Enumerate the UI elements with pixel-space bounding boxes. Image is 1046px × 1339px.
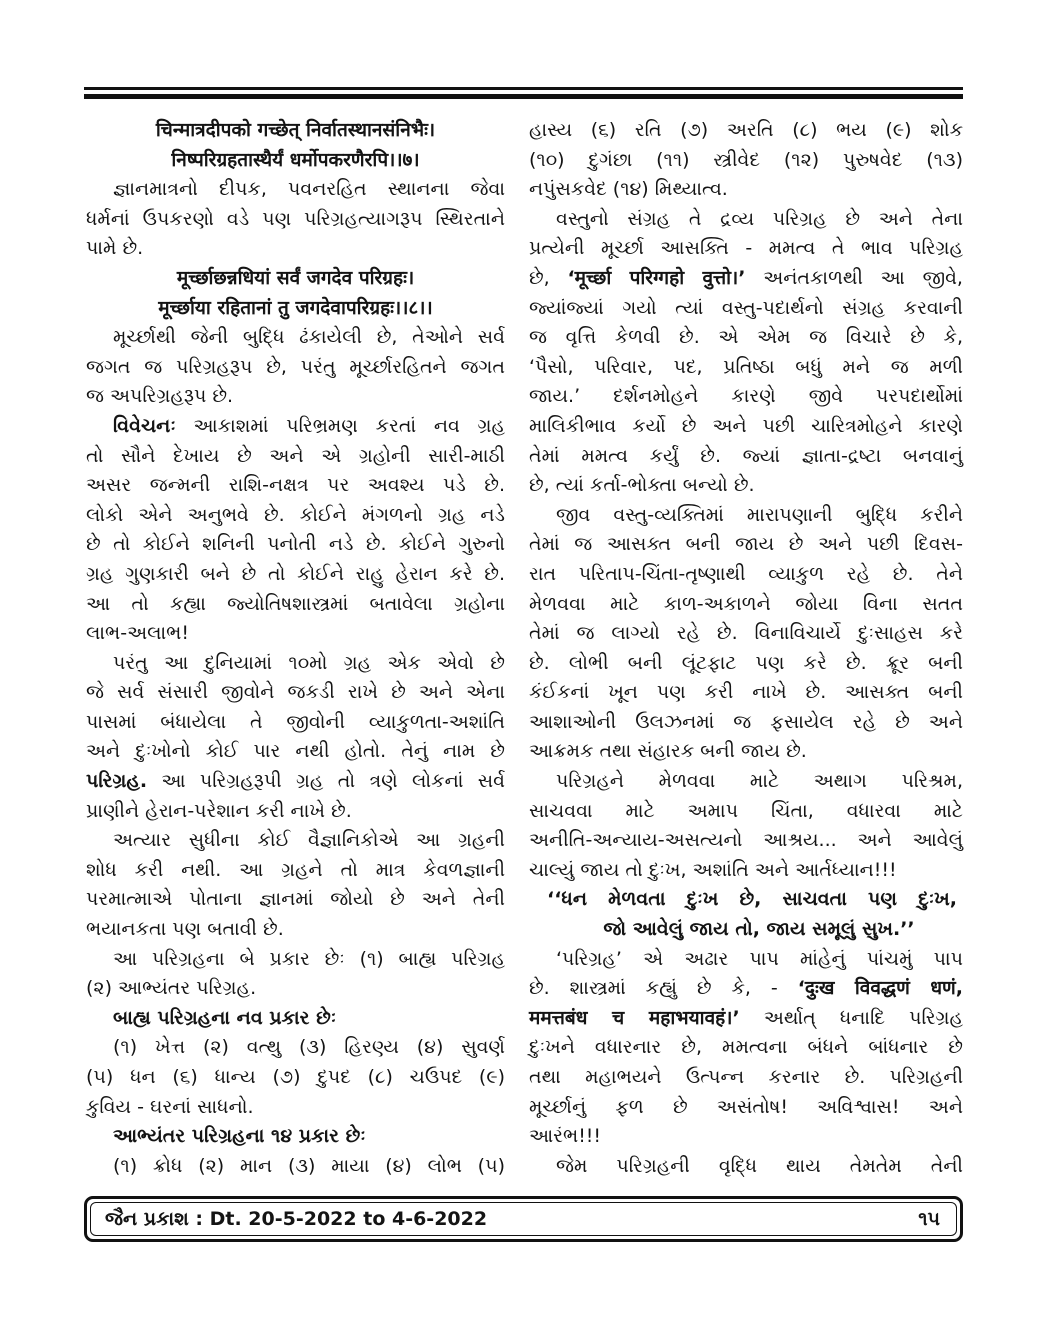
text-line: તો સૌને દેખાય છે અને એ ગ્રહોની સારી-માઠી [86, 444, 505, 467]
text-line: જગત જ પરિગ્રહરૂપ છે, પરંતુ મૂર્ચ્છારહિતને જગત [86, 355, 505, 378]
text-line: માલિકીભાવ કર્યો છે અને પછી ચારિત્રમોહને કારણે [529, 414, 963, 437]
text-line: આ તો કહ્યા જ્યોતિષશાસ્ત્રમાં બતાવેલા ગ્રહોના [86, 592, 505, 615]
text-line: મૂર્ચ્છાનું ફળ છે અસંતોષ! અવિશ્વાસ! અને [529, 1095, 963, 1118]
text-line: હાસ્ય (૬) રતિ (૭) અરતિ (૮) ભય (૯) શોક [529, 119, 963, 141]
right-column [529, 116, 963, 1181]
text-line: ધર્મનાં ઉપકરણો વડે પણ પરિગ્રહત્યાગરૂપ સ્થિરતાને [86, 207, 505, 230]
header-rule-thin [84, 87, 963, 90]
text-line: કંઈકનાં ખૂન પણ કરી નાખે છે. આસક્ત બની [529, 681, 963, 704]
text-line: પરમાત્માએ પોતાના જ્ઞાનમાં જોયો છે અને તેની [86, 888, 505, 911]
text-line: જે સર્વ સંસારી જીવોને જકડી રાખે છે અને એના [86, 681, 505, 704]
text-line: પામે છે. [86, 237, 144, 260]
text-line [529, 264, 963, 294]
vivechan-label: વિવેચનઃ [113, 414, 176, 437]
text-line: લાભ-અલાભ! [86, 622, 189, 645]
text-line: ચાલ્યું જાય તો દુઃખ, અશાંતિ અને આર્તધ્યાન!!! [529, 858, 897, 881]
section-heading: બાહ્ય પરિગ્રહના નવ પ્રકાર છેઃ [113, 1006, 337, 1029]
text-segment: છે. શાસ્ત્રમાં કહ્યું છે કે, - [529, 977, 798, 1000]
text-line: તથા મહાભયને ઉત્પન્ન કરનાર છે. પરિગ્રહની [529, 1066, 963, 1088]
text-line: આ પરિગ્રહના બે પ્રકાર છેઃ (૧) બાહ્ય પરિગ્રહ [113, 947, 505, 970]
text-line: ‘પરિગ્રહ’ એ અઢાર પાપ માંહેનું પાંચમું પાપ [556, 947, 963, 970]
text-line: પરંતુ આ દુનિયામાં ૧૦મો ગ્રહ એક એવો છે [113, 651, 505, 674]
left-column [86, 116, 505, 1181]
text-line: લોકો એને અનુભવે છે. કોઈને મંગળનો ગ્રહ નડે [86, 503, 505, 526]
text-line: જાય.’ દર્શનમોહને કારણે જીવે પરપદાર્થોમાં [529, 385, 963, 408]
text-line: તેમાં જ લાગ્યો રહે છે. વિનાવિચાર્યે દુઃસાહસ કરે [529, 622, 963, 645]
footer-inner-border [90, 1202, 957, 1236]
text-line: છે. લોભી બની લૂંટફાટ પણ કરે છે. ક્રૂર બની [529, 651, 963, 674]
shloka-line: मूर्च्छाया रहितानां तु जगदेवापरिग्रहः।।८।। [158, 296, 433, 319]
shloka-line: चिन्मात्रदीपको गच्छेत् निर्वातस्थानसंनिभैः। [155, 119, 436, 141]
page-number: ૧૫ [918, 1208, 940, 1230]
text-line: અને દુઃખોનો કોઈ પાર નથી હોતો. તેનું નામ છે [86, 740, 505, 763]
text-segment: આ પરિગ્રહરૂપી ગ્રહ તો ત્રણે લોકનાં સર્વ [147, 770, 505, 793]
magazine-masthead: જૈન પ્રકાશ : Dt. 20-5-2022 to 4-6-2022 [105, 1208, 488, 1230]
text-line: ‘પૈસો, પરિવાર, પદ, પ્રતિષ્ઠા બધું મને જ મળી [529, 355, 963, 378]
text-line: આરંભ!!! [529, 1125, 602, 1148]
text-line: રાત પરિતાપ-ચિંતા-તૃષ્ણાથી વ્યાકુળ રહે છે. તેને [529, 562, 963, 585]
text-line: (૧) ખેત્ત (૨) વત્થુ (૩) હિરણ્ય (૪) સુવર્ણ [113, 1036, 505, 1059]
text-line: મૂર્ચ્છાથી જેની બુદ્ધિ ઢંકાયેલી છે, તેઓને સર્વ [113, 326, 505, 349]
text-line: નપુંસકવેદ (૧૪) મિથ્યાત્વ. [529, 178, 728, 201]
prakrit-quote: ‘मूर्च्छा परिग्गहो वुत्तो।’ [567, 266, 746, 289]
text-line: કુવિય - ઘરનાં સાધનો. [86, 1095, 254, 1118]
couplet-line: ‘‘ધન મેળવતા દુઃખ છે, સાચવતા પણ દુઃખ, [547, 888, 957, 911]
text-line: (૨) આભ્યંતર પરિગ્રહ. [86, 977, 257, 1000]
text-line: (૧) ક્રોધ (૨) માન (૩) માયા (૪) લોભ (૫) [113, 1154, 505, 1177]
text-line: વસ્તુનો સંગ્રહ તે દ્રવ્ય પરિગ્રહ છે અને તેના [556, 207, 963, 230]
text-line: તેમાં મમત્વ કર્યું છે. જ્યાં જ્ઞાતા-દ્રષ્ટા બનવાનું [529, 444, 963, 467]
text-line: અનીતિ-અન્યાય-અસત્યનો આશ્રય... અને આવેલું [529, 829, 963, 852]
text-line: જ્યાંજ્યાં ગયો ત્યાં વસ્તુ-પદાર્થનો સંગ્રહ કરવાની [529, 296, 963, 319]
text-line: પરિગ્રહને મેળવવા માટે અથાગ પરિશ્રમ, [556, 770, 963, 793]
text-line: અસર જન્મની રાશિ-નક્ષત્ર પર અવશ્ય પડે છે. [86, 474, 505, 497]
text-line: જ વૃત્તિ કેળવી છે. એ એમ જ વિચારે છે કે, [529, 326, 963, 349]
text-line: અત્યાર સુધીના કોઈ વૈજ્ઞાનિકોએ આ ગ્રહની [113, 829, 505, 852]
text-line: આશાઓની ઉલઝનમાં જ ફસાયેલ રહે છે અને [529, 710, 963, 733]
text-line: (૫) ધન (૬) ધાન્ય (૭) દુપદ (૮) ચઉપદ (૯) [86, 1066, 505, 1088]
shloka-line: निष्परिग्रहतास्थैर्यं धर्मोपकरणैरपि।।७। [171, 148, 420, 171]
text-line: પ્રાણીને હેરાન-પરેશાન કરી નાખે છે. [86, 799, 352, 822]
text-line: મેળવવા માટે કાળ-અકાળને જોયા વિના સતત [529, 592, 963, 615]
text-line [529, 1004, 963, 1034]
section-heading: આભ્યંતર પરિગ્રહના ૧૪ પ્રકાર છેઃ [113, 1125, 366, 1148]
text-line: તેમાં જ આસક્ત બની જાય છે અને પછી દિવસ- [529, 533, 963, 556]
text-segment: છે, [529, 266, 568, 289]
text-segment: અર્થાત્ ધનાદિ પરિગ્રહ [739, 1006, 963, 1029]
prakrit-quote: ममत्तबंध च महाभयावहं।’ [529, 1006, 740, 1029]
text-line [86, 767, 505, 797]
text-line [86, 412, 505, 442]
text-line: પ્રત્યેની મૂર્ચ્છા આસક્તિ - મમત્વ તે ભાવ પરિગ્રહ [529, 237, 963, 260]
text-line: આક્રમક તથા સંહારક બની જાય છે. [529, 740, 807, 763]
text-line: ભયાનકતા પણ બતાવી છે. [86, 918, 284, 941]
text-line: સાચવવા માટે અમાપ ચિંતા, વધારવા માટે [529, 799, 963, 822]
couplet-line: જો આવેલું જાય તો, જાય સમૂલું સુખ.’’ [603, 918, 915, 941]
shloka-line: मूर्च्छाछन्नधियां सर्वं जगदेव परिग्रहः। [176, 266, 415, 289]
text-segment: આકાશમાં પરિભ્રમણ કરતાં નવ ગ્રહ [175, 414, 505, 437]
text-line: જીવ વસ્તુ-વ્યક્તિમાં મારાપણાની બુદ્ધિ કરીને [556, 503, 963, 526]
text-line: જ અપરિગ્રહરૂપ છે. [86, 385, 234, 408]
prakrit-quote: ‘दुःख विवद्धणं धणं, [797, 977, 963, 1000]
text-line [529, 974, 963, 1004]
text-line: જ્ઞાનમાત્રનો દીપક, પવનરહિત સ્થાનના જેવા [113, 178, 505, 201]
key-term: પરિગ્રહ. [86, 770, 148, 793]
footer-bar [84, 1196, 963, 1242]
text-line: જેમ પરિગ્રહની વૃદ્ધિ થાય તેમતેમ તેની [556, 1154, 963, 1177]
text-line: (૧૦) દુગંછા (૧૧) સ્ત્રીવેદ (૧૨) પુરુષવેદ (૧૩) [529, 148, 963, 171]
text-segment: અનંતકાળથી આ જીવે, [745, 266, 963, 289]
text-line: છે તો કોઈને શનિની પનોતી નડે છે. કોઈને ગુરુનો [86, 533, 505, 556]
header-rule-thick [84, 94, 963, 99]
text-line: પાસમાં બંધાયેલા તે જીવોની વ્યાકુળતા-અશાંતિ [86, 710, 505, 733]
text-line: શોધ કરી નથી. આ ગ્રહને તો માત્ર કેવળજ્ઞાની [86, 858, 505, 881]
text-line: છે, ત્યાં કર્તા-ભોક્તા બન્યો છે. [529, 474, 755, 497]
text-line: દુઃખને વધારનાર છે, મમત્વના બંધને બાંધનાર છે [529, 1036, 963, 1059]
text-line: ગ્રહ ગુણકારી બને છે તો કોઈને રાહુ હેરાન કરે છે. [86, 562, 505, 585]
